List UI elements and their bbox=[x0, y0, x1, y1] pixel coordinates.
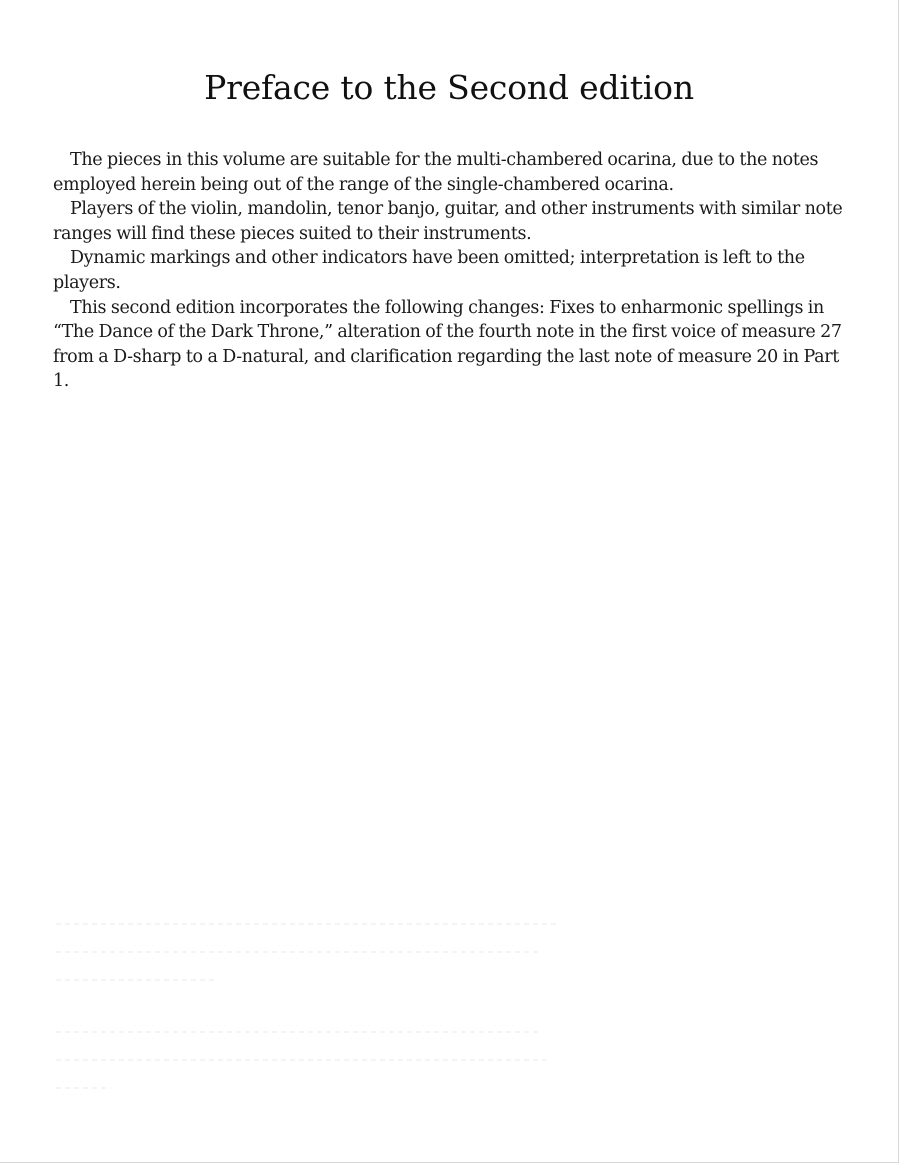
faint-bleed-through-text-lower bbox=[56, 1031, 566, 1115]
paragraph-other-instruments: Players of the violin, mandolin, tenor banjo, guitar, and other instruments with similar note ranges will find these pieces suited to their instruments. bbox=[53, 199, 843, 244]
faint-bleed-through-text-upper bbox=[56, 923, 566, 1007]
paragraph-instrument-suitability: The pieces in this volume are suitable for the multi-chambered ocarina, due to the notes employed herein being out of the range of the single-chambered ocarina. bbox=[53, 150, 819, 195]
preface-body bbox=[53, 148, 848, 394]
page-title: Preface to the Second edition bbox=[204, 68, 694, 107]
paragraph-dynamic-markings: Dynamic markings and other indicators have been omitted; interpretation is left to the players. bbox=[53, 248, 805, 293]
paragraph-edition-changes: This second edition incorporates the following changes: Fixes to enharmonic spellings in “The Dance of the Dark Throne,” alteration of the fourth note in the first voice of measure 27 from a D-sharp to a D-natural, and clarification regarding the last note of measure 20 in Part 1. bbox=[53, 297, 842, 392]
